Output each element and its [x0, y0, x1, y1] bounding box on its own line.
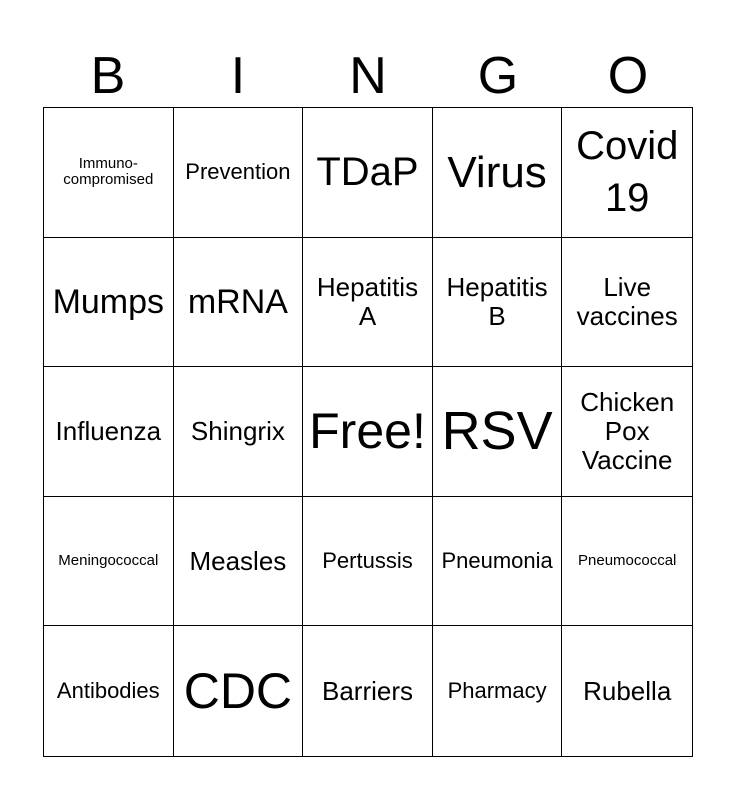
bingo-cell[interactable]: CDC [174, 626, 304, 756]
bingo-cell[interactable]: TDaP [303, 108, 433, 238]
bingo-cell[interactable]: Hepatitis A [303, 238, 433, 368]
free-space[interactable]: Free! [303, 367, 433, 497]
bingo-cell[interactable]: Pertussis [303, 497, 433, 627]
bingo-cell[interactable]: Rubella [583, 675, 672, 706]
bingo-board [43, 107, 693, 757]
bingo-cell[interactable]: Influenza [44, 367, 174, 497]
bingo-cell[interactable]: Shingrix [174, 367, 304, 497]
bingo-cell[interactable]: Barriers [303, 626, 433, 756]
bingo-cell[interactable]: mRNA [174, 238, 304, 368]
bingo-cell[interactable]: Meningococcal [44, 497, 174, 627]
bingo-cell[interactable]: Pneumococcal [562, 497, 692, 627]
bingo-cell[interactable]: RSV [433, 367, 563, 497]
header-letter-g: G [477, 47, 519, 105]
bingo-cell[interactable]: Mumps [44, 238, 174, 368]
bingo-cell[interactable]: Measles [174, 497, 304, 627]
bingo-cell[interactable]: Pharmacy [433, 626, 563, 756]
bingo-cell[interactable]: Immuno- compromised [44, 108, 174, 238]
bingo-cell[interactable]: Pneumonia [433, 497, 563, 627]
bingo-cell[interactable]: Antibodies [44, 626, 174, 756]
header-letter-o: O [607, 47, 649, 105]
bingo-cell[interactable]: Chicken Pox Vaccine [562, 367, 692, 497]
bingo-cell[interactable]: Covid 19 [562, 108, 692, 238]
header-letter-b: B [90, 47, 126, 105]
header-letter-n: N [349, 47, 387, 105]
bingo-header [43, 44, 693, 108]
bingo-cell[interactable]: Live vaccines [562, 238, 692, 368]
bingo-cell[interactable]: Prevention [174, 108, 304, 238]
bingo-cell[interactable]: Virus [433, 108, 563, 238]
bingo-cell[interactable]: Hepatitis B [433, 238, 563, 368]
header-letter-i: I [230, 47, 246, 105]
